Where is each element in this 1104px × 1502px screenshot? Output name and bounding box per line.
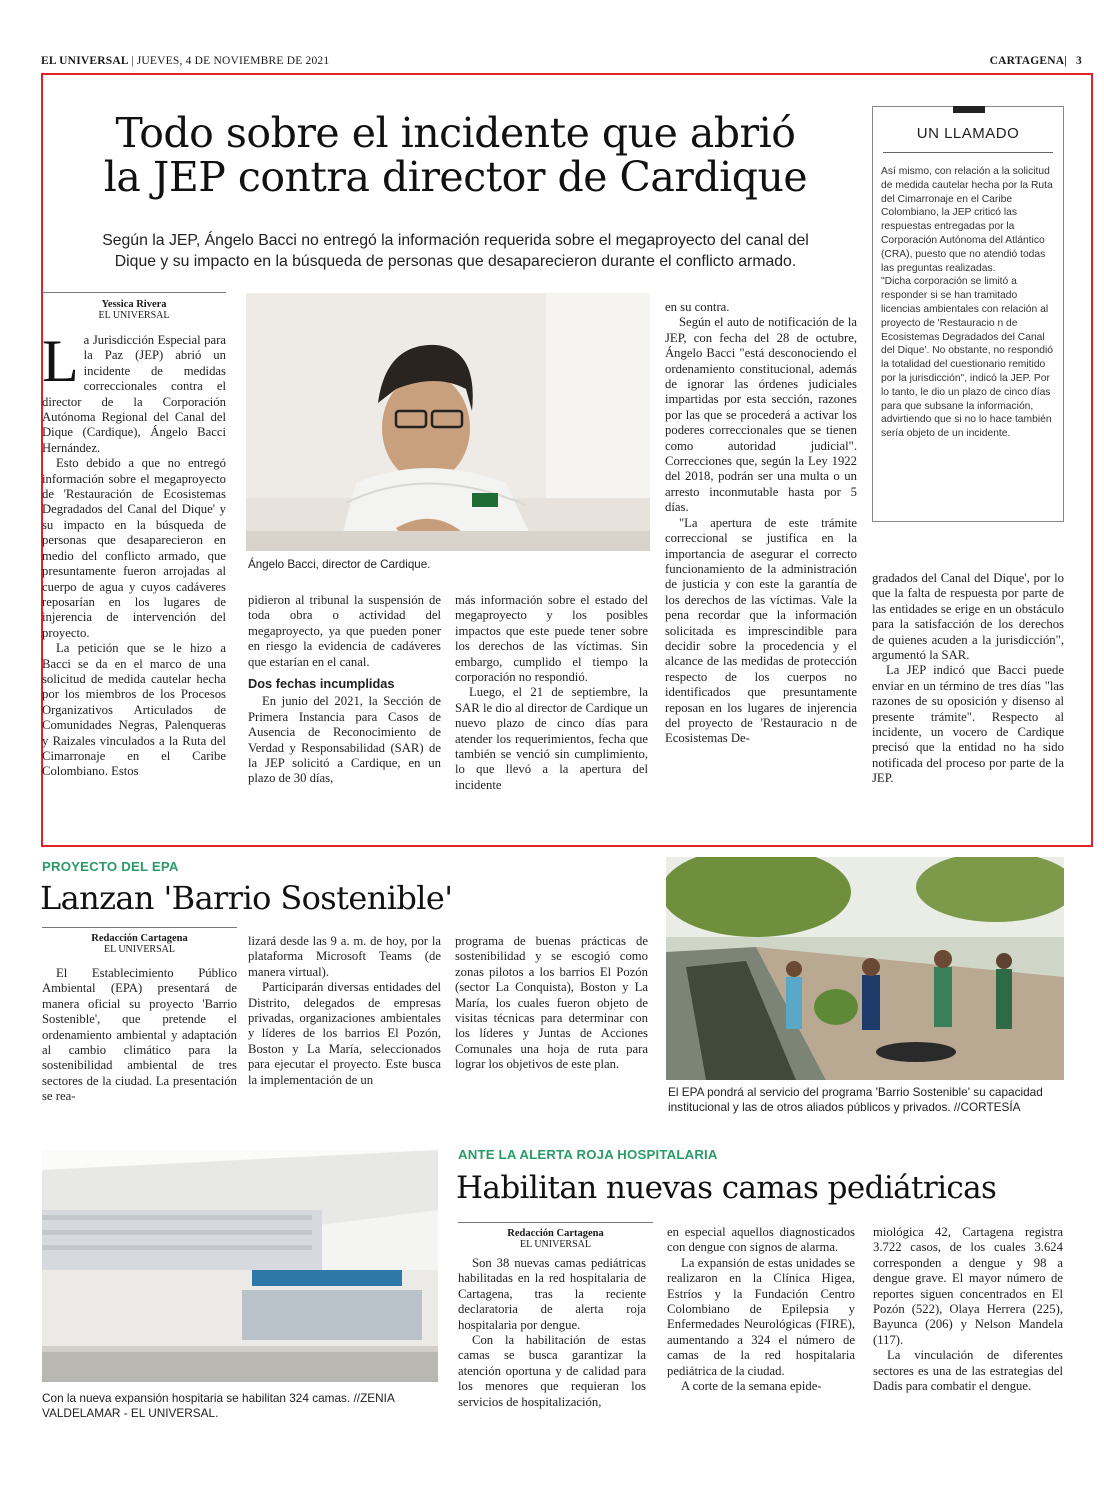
- article3-byline: [458, 1228, 653, 1250]
- portrait-illustration: [246, 293, 650, 551]
- body-paragraph: en especial aquellos diagnosticados con dengue con signos de alarma.: [667, 1225, 855, 1255]
- article2-kicker: PROYECTO DEL EPA: [42, 859, 179, 874]
- main-column-1: [42, 328, 226, 780]
- sidebar-body: [881, 165, 1055, 441]
- epa-caption: [668, 1085, 1064, 1115]
- sidebar-paragraph: Así mismo, con relación a la solicitud de medida cautelar hecha por la Ruta del Cimarronaje en el Caribe Colombiano, la JEP criticó las respuestas entregadas por la Corporación Autónoma del Atlántico (CRA), puesto que no atendió todas las preguntas realizadas.: [881, 166, 1053, 274]
- page-number: 3: [1076, 55, 1082, 67]
- body-paragraph: Participarán diversas entidades del Distrito, delegados de empresas privadas, organizaciones ambientales y líderes de los barrios El Pozón, Boston y La María, seleccionados para ejecutar el proyecto. Este busca la implementación de un: [248, 980, 441, 1087]
- photo-credit: //ZENIA VALDELAMAR - EL UNIVERSAL.: [42, 1391, 395, 1420]
- body-paragraph: A corte de la semana epide-: [681, 1379, 822, 1394]
- headline-line-1: Todo sobre el incidente que abrió: [115, 109, 796, 157]
- caption-text: El EPA pondrá al servicio del programa 'Barrio Sostenible' su capacidad institucional y las de otros aliados públicos y privados.: [668, 1085, 1043, 1114]
- body-paragraph: pidieron al tribunal la suspensión de toda obra o actividad del megaproyecto, ya que pueden poner en riesgo la evidencia de cadáveres que estarían en el canal.: [248, 593, 441, 669]
- paper-name: EL UNIVERSAL: [41, 55, 129, 67]
- article2-headline: Lanzan 'Barrio Sostenible': [40, 879, 453, 917]
- article2-byline: [42, 933, 237, 955]
- deck-line-1: Según la JEP, Ángelo Bacci no entregó la información requerida sobre el megaproyecto del canal del: [102, 232, 809, 249]
- body-paragraph: Son 38 nuevas camas pediátricas habilitadas en la red hospitalaria de Cartagena, tras la reciente declaratoria de alerta roja hospitalaria por dengue.: [458, 1256, 646, 1332]
- body-paragraph: programa de buenas prácticas de sostenibilidad y se escogió como zonas pilotos a los barrios El Pozón (sector La Conquista), Boston y La María, los cuales fueron objeto de visitas técnicas para determinar con los líderes y Juntas de Acciones Comunales una hoja de ruta para lograr los objetivos de este plan.: [455, 934, 648, 1072]
- outlet-name: EL UNIVERSAL: [98, 310, 170, 321]
- issue-date: | JUEVES, 4 DE NOVIEMBRE DE 2021: [131, 55, 330, 67]
- headline-line-2: la JEP contra director de Cardique: [103, 153, 808, 201]
- body-paragraph: El Establecimiento Público Ambiental (EPA) presentará de manera oficial su proyecto 'Barrio Sostenible', que pretende el ordenamiento ambiental y adaptación al cambio climático para la sostenibilidad ambiental de tres sectores de la ciudad. La presentación se rea-: [42, 966, 237, 1104]
- hospital-photo: [42, 1150, 438, 1382]
- body-paragraph: a Jurisdicción Especial para la Paz (JEP) abrió un incidente de medidas correccionales contra el director de la Corporación Autónoma Regional del Canal del Dique (Cardique), Ángelo Bacci Hernández.: [42, 333, 226, 455]
- article3-kicker: ANTE LA ALERTA ROJA HOSPITALARIA: [458, 1147, 718, 1162]
- main-headline: [48, 111, 863, 199]
- body-paragraph: en su contra.: [665, 300, 730, 314]
- section-name: CARTAGENA|: [989, 55, 1067, 67]
- article2-column-1: [42, 966, 237, 1105]
- body-paragraph: "La apertura de este trámite correccional se justifica en la importancia de asegurar el correcto funcionamiento de la administración de justicia y con este la garantía de los derechos de las víctimas. Vale la pena recordar que la información solicitada es imprescindible para decidir sobre la procedencia y el alcance de las medidas de protección respecto de los cuerpos no identificados que presuntamente reposan en los lugares de injerencia del proyecto de 'Restauracio n de Ecosistemas De-: [665, 515, 857, 746]
- author-name: Redacción Cartagena: [507, 1228, 604, 1239]
- article3-column-2: [667, 1225, 855, 1394]
- main-deck: [48, 230, 863, 272]
- hospital-caption: [42, 1391, 438, 1421]
- body-paragraph: más información sobre el estado del megaproyecto y los posibles impactos que este puede tener sobre los derechos de las víctimas. Sin embargo, cumplido el tiempo la corporación no respondió.: [455, 593, 648, 685]
- body-paragraph: Luego, el 21 de septiembre, la SAR le dio al director de Cardique un nuevo plazo de cinco días para atender los requerimientos, fecha que también se venció sin cumplimiento, lo que llevó a la apertura del incidente: [455, 685, 648, 792]
- deck-line-2: Dique y su impacto en la búsqueda de personas que desaparecieron durante el conflicto armado.: [114, 253, 797, 270]
- byline: [42, 299, 226, 321]
- masthead: [41, 55, 329, 67]
- main-column-3: [455, 593, 648, 793]
- outlet-name: EL UNIVERSAL: [103, 944, 175, 955]
- main-column-4: [665, 300, 857, 747]
- body-paragraph: Según el auto de notificación de la JEP, con fecha del 28 de octubre, Ángelo Bacci "está desconociendo el ordenamiento constitucional, además de ignorar las órdenes judiciales impartidas por esta sección, razones por las que se procederá a activar los poderes correccionales que se tienen como autoridad judicial". Correcciones que, según la Ley 1922 del 2018, podrán ser una multa o un arresto inconmutable hasta por 5 días.: [665, 315, 857, 515]
- body-paragraph: En junio del 2021, la Sección de Primera Instancia para Casos de Ausencia de Reconocimiento de Verdad y Responsabilidad (SAR) de la JEP solicitó a Cardique, en un plazo de 30 días,: [248, 694, 441, 786]
- article3-column-3: [873, 1225, 1063, 1394]
- article2-column-3: [455, 934, 648, 1073]
- body-paragraph: Con la habilitación de estas camas se busca garantizar la atención oportuna y de calidad para los menores que requieran los servicios de hospitalización,: [458, 1333, 646, 1409]
- hospital-building-illustration: [42, 1150, 438, 1382]
- body-paragraph: miológica 42, Cartagena registra 3.722 casos, de los cuales 3.624 corresponden a dengue y 98 a dengue grave. El mayor número de reportes siguen concentrados en El Pozón (522), Olaya Herrera (225), Bayunca (206) y Nelson Mandela (117).: [873, 1225, 1063, 1347]
- epa-photo: [666, 857, 1064, 1080]
- body-paragraph: La vinculación de diferentes sectores es una de las estrategias del Dadis para combatir el dengue.: [873, 1348, 1063, 1394]
- caption-text: Con la nueva expansión hospitaria se habilitan 324 camas.: [42, 1391, 351, 1405]
- sidebar-box: [872, 106, 1064, 522]
- body-paragraph: La JEP indicó que Bacci puede enviar en un término de tres días "las razones de su oposición y disenso al presente trámite". Respecto al incidente, un vocero de Cardique precisó que la entidad no ha sido notificada del proceso por parte de la JEP.: [872, 663, 1064, 786]
- body-paragraph: gradados del Canal del Dique', por lo que la falta de respuesta por parte de las entidades se erige en un obstáculo para la satisfacción de los derechos de quienes acuden a la jurisdicción", argumentó la SAR.: [872, 571, 1064, 663]
- drop-cap: L: [42, 328, 79, 394]
- sidebar-title: UN LLAMADO: [916, 125, 1020, 142]
- section-label: [990, 55, 1082, 67]
- photo-credit: //CORTESÍA: [953, 1100, 1021, 1114]
- article3-headline: Habilitan nuevas camas pediátricas: [456, 1170, 997, 1206]
- author-name: Yessica Rivera: [101, 299, 167, 310]
- bacci-photo: [246, 293, 650, 551]
- subhead: Dos fechas incumplidas: [248, 676, 395, 692]
- author-name: Redacción Cartagena: [91, 933, 188, 944]
- body-paragraph: La expansión de estas unidades se realizaron en la Clínica Higea, Estríos y la Fundación Centro Colombiano de Epilepsia y Enfermedades Neurológicas (FIRE), aumentando a 324 el número de camas de la red hospitalaria pediátrica de la ciudad.: [667, 1255, 855, 1378]
- sidebar-tab: [953, 106, 985, 113]
- photo-caption: Ángelo Bacci, director de Cardique.: [248, 558, 431, 571]
- canal-workers-illustration: [666, 857, 1064, 1080]
- outlet-name: EL UNIVERSAL: [519, 1239, 591, 1250]
- article3-column-1: [458, 1256, 646, 1410]
- main-column-2: [248, 593, 441, 787]
- body-paragraph: Esto debido a que no entregó información sobre el megaproyecto de 'Restauración de Ecosistemas Degradados del Canal del Dique' y su impacto en la búsqueda de personas que desaparecieron en medio del conflicto armado, que presuntamente fueron arrojadas al cuerpo de agua y cuyos cadáveres reposarían en los lugares de injerencia de intervención del proyecto.: [42, 456, 226, 640]
- body-paragraph: La petición que se le hizo a Bacci se da en el marco de una solicitud de medida cautelar hecha por los miembros de los Procesos Organizativos Articulados de Comunidades Negras, Palenqueras y Raizales vinculados a la Ruta del Cimarronaje en el Caribe Colombiano. Estos: [42, 641, 226, 779]
- body-paragraph: lizará desde las 9 a. m. de hoy, por la plataforma Microsoft Teams (de manera virtual).: [248, 934, 441, 979]
- sidebar-paragraph: "Dicha corporación se limitó a responder si se han tramitado licencias ambientales con relación al proyecto de 'Restauracio n de Ecosistemas Degradados del Canal del Dique'. No obstante, no respondió la totalidad del cuestionario remitido por la jurisdicción", indicó la JEP. Por lo tanto, le dio un plazo de cinco días para que subsane la información, advirtiendo que si no lo hace también sería objeto de un incidente.: [881, 276, 1053, 440]
- main-column-5: [872, 571, 1064, 787]
- article2-column-2: [248, 934, 441, 1088]
